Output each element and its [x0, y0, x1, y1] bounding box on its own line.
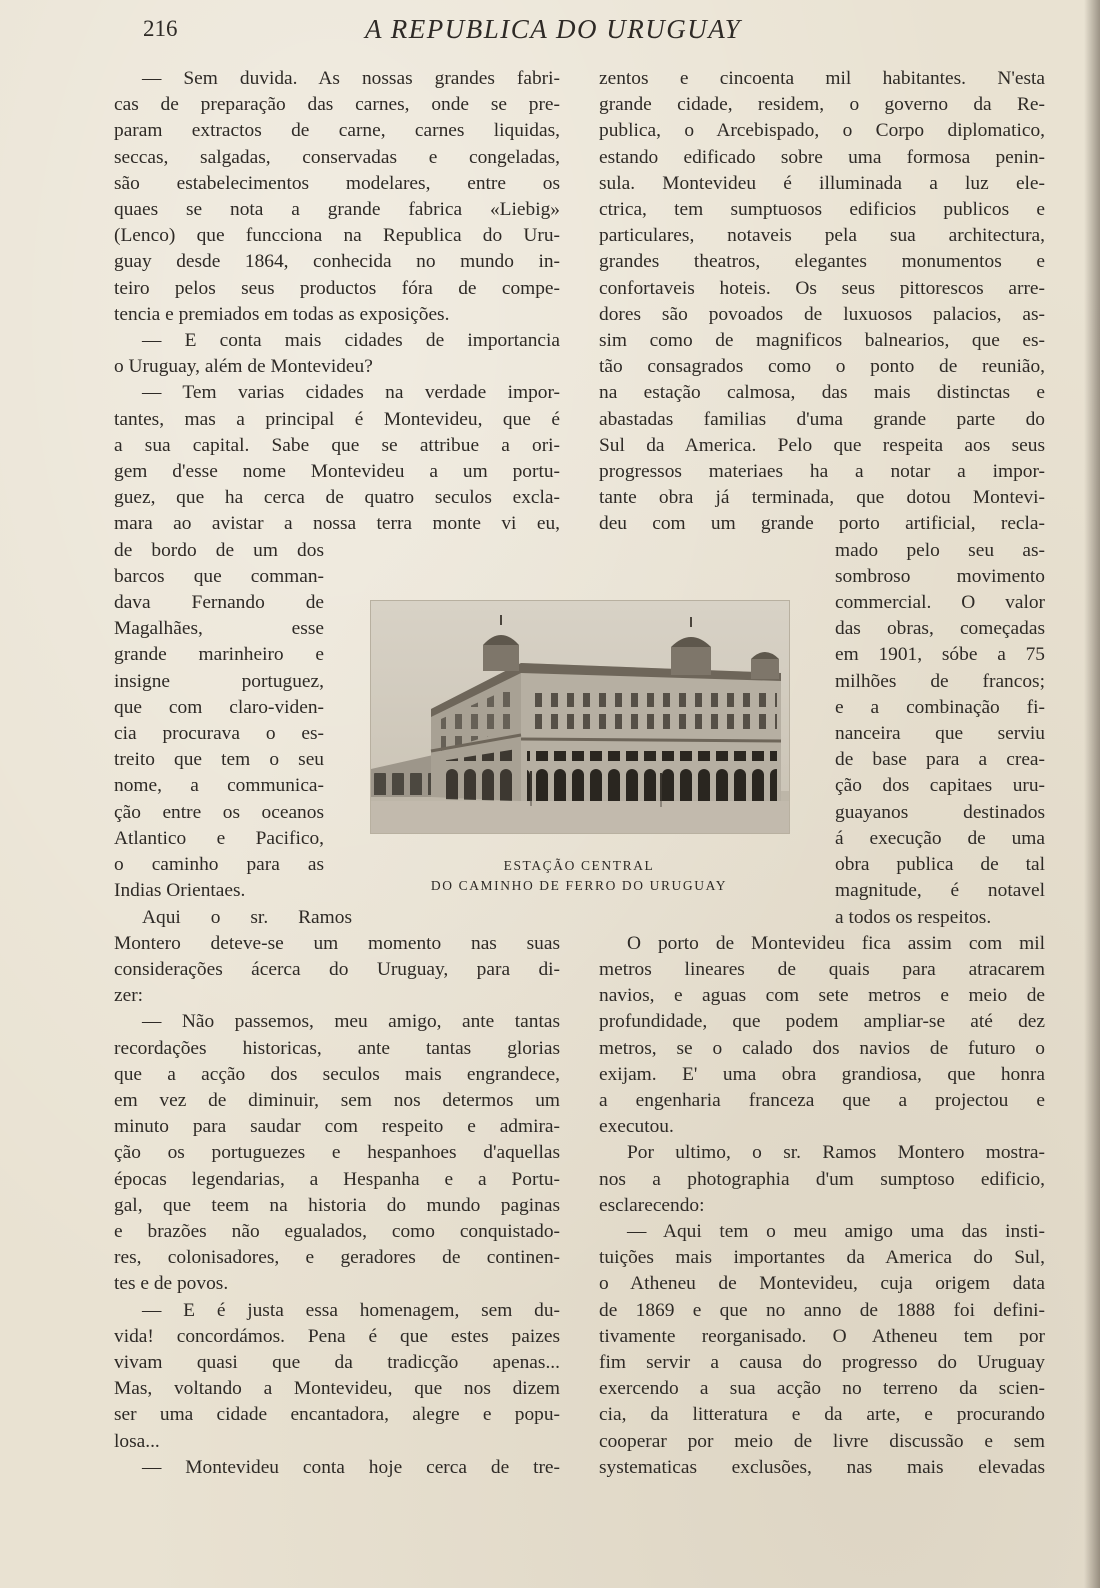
text-line: mara ao avistar a nossa terra monte vi eu,: [114, 513, 560, 535]
text-line: sula. Montevideu é illuminada a luz ele-: [599, 172, 1045, 194]
text-line: cia procurava o es-: [114, 723, 324, 745]
text-line: ção dos capitaes uru-: [835, 775, 1045, 797]
text-line: systematicas exclusões, nas mais elevadas: [599, 1456, 1045, 1478]
text-line: considerações ácerca do Uruguay, para di-: [114, 958, 560, 980]
text-line: res, colonisadores, e geradores de continen-: [114, 1247, 560, 1269]
text-line: particulares, notaveis pela sua architectura,: [599, 225, 1045, 247]
text-line: fim servir a causa do progresso do Uruguay: [599, 1351, 1045, 1373]
text-line: executou.: [599, 1116, 674, 1138]
text-line: deu com um grande porto artificial, recla-: [599, 513, 1045, 535]
text-line: (Lenco) que funcciona na Republica do Uru-: [114, 225, 560, 247]
figure-caption: [370, 856, 788, 896]
text-line: Sul da America. Pelo que respeita aos seus: [599, 434, 1045, 456]
text-line: zentos e cincoenta mil habitantes. N'esta: [599, 68, 1045, 89]
text-line: tão consagrados como o ponto de reunião,: [599, 356, 1045, 378]
text-line: profundidade, que podem ampliar-se até dez: [599, 1011, 1045, 1033]
text-line: de bordo de um dos: [114, 539, 324, 561]
text-line: treito que tem o seu: [114, 749, 324, 771]
text-line: mado pelo seu as-: [835, 539, 1045, 561]
text-line: Atlantico e Pacifico,: [114, 827, 324, 849]
text-line: Mas, voltando a Montevideu, que nos dizem: [114, 1378, 560, 1400]
text-line: grande marinheiro e: [114, 644, 324, 666]
text-line: que a acção dos seculos mais engrandece,: [114, 1063, 560, 1085]
caption-line-1: ESTAÇÃO CENTRAL: [503, 858, 655, 873]
text-line: — Aqui tem o meu amigo uma das insti-: [627, 1220, 1045, 1242]
text-line: ção os portuguezes e hespanhoes d'aquellas: [114, 1142, 560, 1164]
text-line: abastadas familias d'uma grande parte do: [599, 408, 1045, 430]
text-line: que com claro-viden-: [114, 696, 324, 718]
text-line: quaes se nota a grande fabrica «Liebig»: [114, 199, 560, 221]
text-line: milhões de francos;: [835, 670, 1045, 692]
text-line: são estabelecimentos modelares, entre os: [114, 172, 560, 194]
text-line: zer:: [114, 985, 144, 1007]
text-line: o Uruguay, além de Montevideu?: [114, 356, 373, 378]
text-line: cooperar por meio de livre discussão e sem: [599, 1430, 1045, 1452]
text-line: vida! concordámos. Pena é que estes paizes: [114, 1325, 560, 1347]
text-line: dava Fernando de: [114, 592, 324, 614]
station-building-illustration: [371, 601, 789, 833]
text-line: tencia e premiados em todas as exposições.: [114, 303, 450, 325]
text-line: ção entre os oceanos: [114, 801, 324, 823]
text-line: commercial. O valor: [835, 592, 1045, 614]
text-line: e a combinação fi-: [835, 696, 1045, 718]
text-line: a engenharia franceza que a projectou e: [599, 1089, 1045, 1111]
page-edge-shadow: [1084, 0, 1100, 1588]
text-line: guez, que ha cerca de quatro seculos excla-: [114, 487, 560, 509]
page-number: 216: [143, 16, 178, 41]
text-line: exijam. E' uma obra grandiosa, que honra: [599, 1063, 1045, 1085]
text-line: sim como de magnificos balnearios, que es-: [599, 330, 1045, 352]
text-line: a sua capital. Sabe que se attribue a ori-: [114, 434, 560, 456]
text-line: dores são povoados de luxuosos palacios, as-: [599, 303, 1045, 325]
text-line: Indias Orientaes.: [114, 880, 246, 902]
text-line: Montero deteve-se um momento nas suas: [114, 932, 560, 954]
text-line: obra publica de tal: [835, 854, 1045, 876]
text-line: — Sem duvida. As nossas grandes fabri-: [142, 68, 560, 89]
text-line: progressos materiaes ha a notar a impor-: [599, 461, 1045, 483]
text-line: das obras, começadas: [835, 618, 1045, 640]
text-line: confortaveis hoteis. Os seus pittorescos arre-: [599, 277, 1045, 299]
text-line: guay desde 1864, conhecida no mundo in-: [114, 251, 560, 273]
text-line: magnitude, é notavel: [835, 880, 1045, 902]
text-line: param extractos de carne, carnes liquidas,: [114, 120, 560, 142]
text-line: publica, o Arcebispado, o Corpo diplomatico,: [599, 120, 1045, 142]
text-line: Por ultimo, o sr. Ramos Montero mostra-: [627, 1142, 1045, 1164]
text-line: vivam quasi que da tradicção apenas...: [114, 1351, 560, 1373]
text-line: tivamente reorganisado. O Atheneu tem por: [599, 1325, 1045, 1347]
text-line: O porto de Montevideu fica assim com mil: [627, 932, 1045, 954]
text-line: cia, da litteratura e da arte, e procurando: [599, 1404, 1045, 1426]
text-line: na estação calmosa, das mais distinctas e: [599, 382, 1045, 404]
text-line: de 1869 e que no anno de 1888 foi defini-: [599, 1299, 1045, 1321]
text-line: cas de preparação das carnes, onde se pre-: [114, 94, 560, 116]
text-line: e brazões não egualados, como conquistado-: [114, 1220, 560, 1242]
text-line: á execução de uma: [835, 827, 1045, 849]
text-line: a todos os respeitos.: [835, 906, 992, 928]
text-line: em 1901, sóbe a 75: [835, 644, 1045, 666]
text-line: em vez de diminuir, sem nos determos um: [114, 1089, 560, 1111]
text-line: tante obra já terminada, que dotou Montevi-: [599, 487, 1045, 509]
text-line: ser uma cidade encantadora, alegre e popu-: [114, 1404, 560, 1426]
text-line: minuto para saudar com respeito e admira-: [114, 1116, 560, 1138]
text-line: exercendo a sua acção no terreno da scien-: [599, 1378, 1045, 1400]
text-line: esclarecendo:: [599, 1194, 705, 1216]
page-header: [0, 14, 1100, 48]
text-line: losa...: [114, 1430, 160, 1452]
text-line: — E é justa essa homenagem, sem du-: [142, 1299, 560, 1321]
caption-line-2: DO CAMINHO DE FERRO DO URUGUAY: [430, 878, 728, 893]
text-line: nome, a communica-: [114, 775, 324, 797]
station-photograph: [370, 600, 790, 834]
text-line: épocas legendarias, a Hespanha e a Portu-: [114, 1168, 560, 1190]
text-line: tes e de povos.: [114, 1273, 229, 1295]
text-line: estando edificado sobre uma formosa penin-: [599, 146, 1045, 168]
text-line: seccas, salgadas, conservadas e congeladas,: [114, 146, 560, 168]
text-line: nos a photographia d'um sumptoso edificio,: [599, 1168, 1045, 1190]
text-line: — Montevideu conta hoje cerca de tre-: [142, 1456, 560, 1478]
text-line: grande cidade, residem, o governo da Re-: [599, 94, 1045, 116]
text-line: Magalhães, esse: [114, 618, 324, 640]
running-title: A REPUBLICA DO URUGUAY: [365, 14, 742, 44]
text-line: — Tem varias cidades na verdade impor-: [142, 382, 560, 404]
text-line: — Não passemos, meu amigo, ante tantas: [142, 1011, 560, 1033]
text-line: nanceira que serviu: [835, 723, 1045, 745]
text-line: tantes, mas a principal é Montevideu, que é: [114, 408, 560, 430]
text-line: o caminho para as: [114, 854, 324, 876]
text-line: o Atheneu de Montevideu, cuja origem data: [599, 1273, 1045, 1295]
text-line: insigne portuguez,: [114, 670, 324, 692]
text-line: ctrica, tem sumptuosos edificios publicos e: [599, 199, 1045, 221]
text-line: Aqui o sr. Ramos: [142, 906, 352, 928]
text-line: navios, e aguas com sete metros e meio de: [599, 985, 1045, 1007]
text-line: — E conta mais cidades de importancia: [142, 330, 560, 352]
text-line: grandes theatros, elegantes monumentos e: [599, 251, 1045, 273]
text-line: de base para a crea-: [835, 749, 1045, 771]
text-line: tuições mais importantes da America do Sul,: [599, 1247, 1045, 1269]
text-line: recordações historicas, ante tantas glorias: [114, 1037, 560, 1059]
text-line: gal, que teem na historia do mundo paginas: [114, 1194, 560, 1216]
text-line: metros lineares de quais para atracarem: [599, 958, 1045, 980]
text-line: barcos que comman-: [114, 565, 324, 587]
text-line: guayanos destinados: [835, 801, 1045, 823]
text-line: gem d'esse nome Montevideu a um portu-: [114, 461, 560, 483]
text-line: sombroso movimento: [835, 565, 1045, 587]
text-line: metros, se o calado dos navios de futuro o: [599, 1037, 1045, 1059]
text-line: teiro pelos seus productos fóra de compe-: [114, 277, 560, 299]
